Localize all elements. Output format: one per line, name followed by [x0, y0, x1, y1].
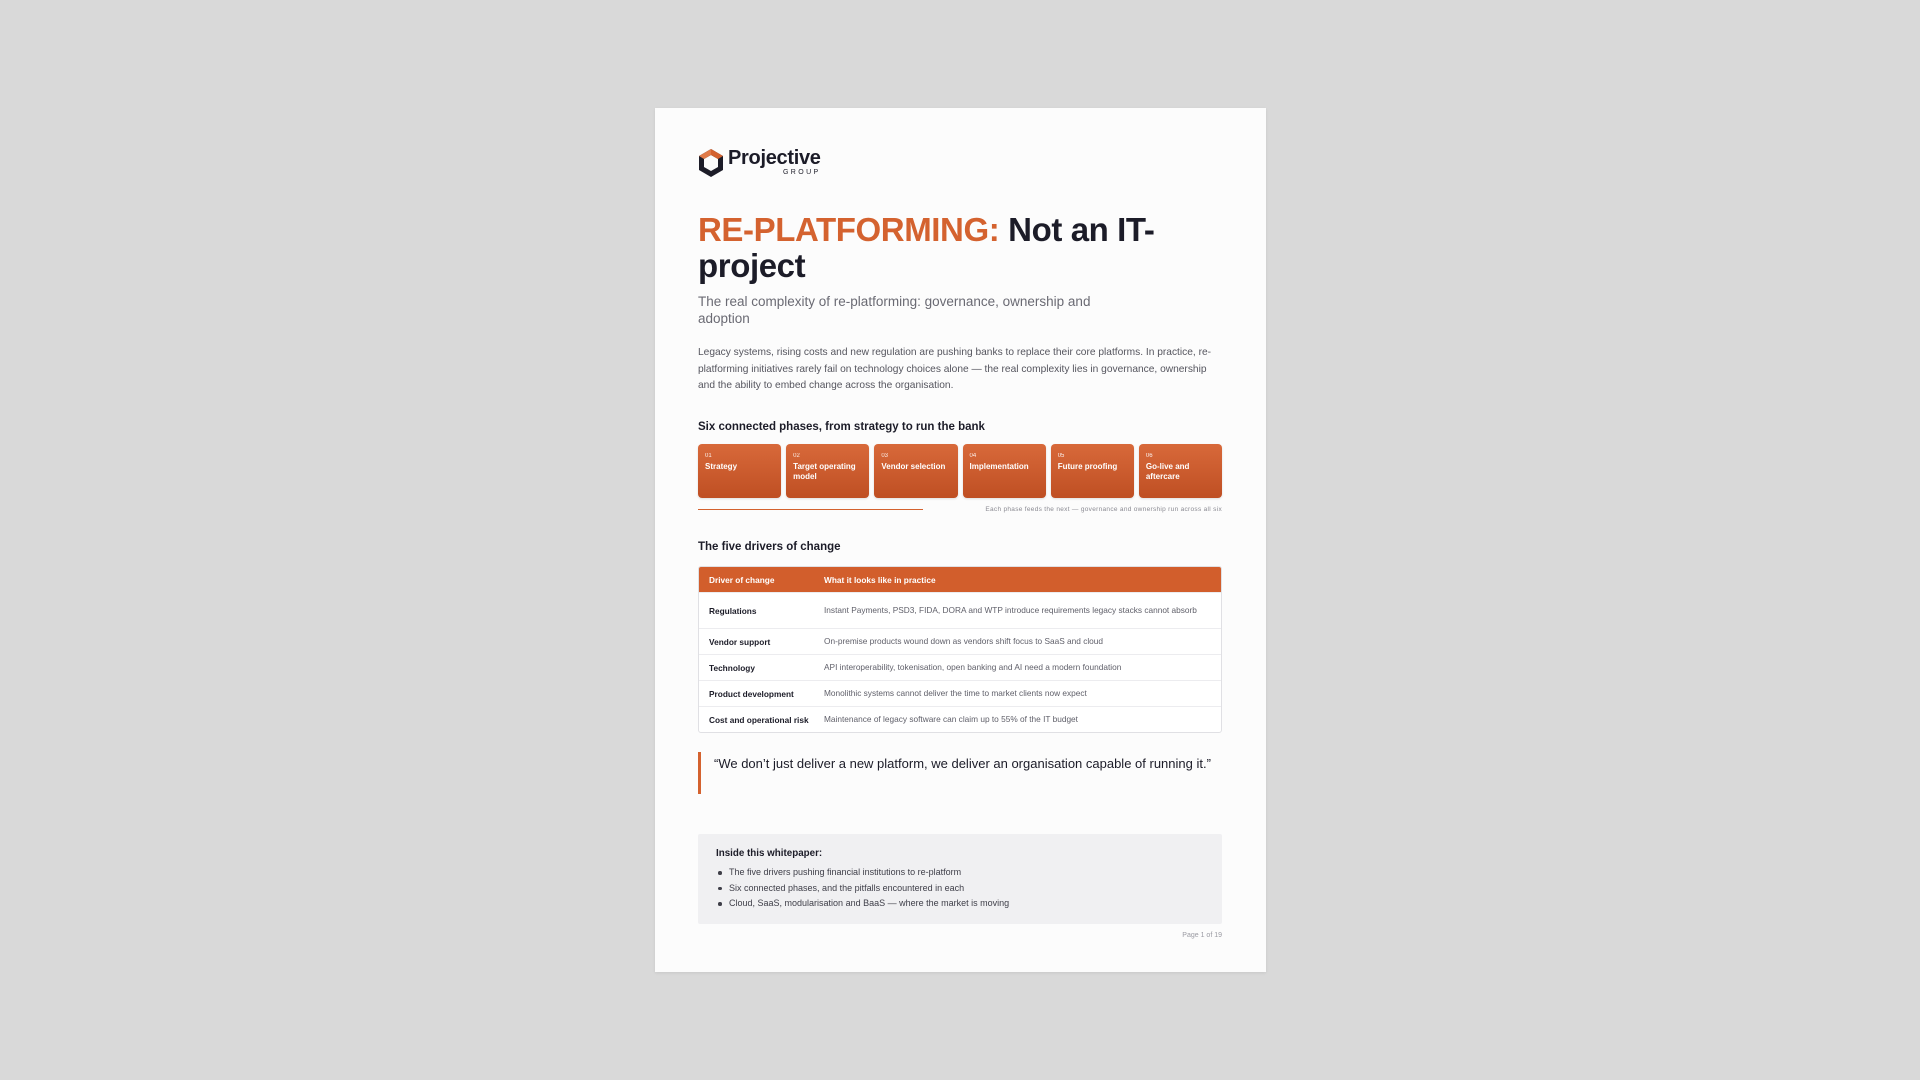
brand-logo	[698, 148, 821, 178]
phase-card	[786, 444, 869, 498]
phase-card	[1139, 444, 1222, 498]
phase-number: 03	[881, 453, 889, 459]
phase-number: 01	[705, 453, 712, 459]
phase-number: 02	[793, 453, 800, 459]
phase-label: Strategy	[705, 462, 738, 471]
page-title	[698, 212, 1158, 284]
inside-list	[716, 865, 1204, 912]
driver-cell: Technology	[709, 662, 755, 673]
practice-cell: Instant Payments, PSD3, FIDA, DORA and WTP introduce requirements legacy stacks cannot absorb	[824, 605, 1197, 615]
practice-cell: API interoperability, tokenisation, open banking and AI need a modern foundation	[824, 662, 1122, 672]
phase-label: Vendor selection	[881, 462, 946, 471]
phase-label: Target operating model	[793, 462, 856, 481]
driver-cell: Product development	[709, 688, 794, 699]
document-page	[655, 108, 1266, 972]
phase-label: Go-live and aftercare	[1145, 462, 1190, 481]
table-header	[699, 567, 1221, 592]
driver-cell: Vendor support	[709, 636, 771, 647]
phases-heading: Six connected phases, from strategy to run the bank	[698, 421, 985, 433]
phase-card	[874, 444, 957, 498]
drivers-table	[698, 566, 1222, 733]
phase-card	[963, 444, 1046, 498]
inside-title: Inside this whitepaper:	[716, 848, 823, 859]
brand-name: Projective	[728, 147, 821, 169]
phase-card	[1051, 444, 1134, 498]
driver-cell: Regulations	[709, 605, 757, 616]
table-row	[699, 706, 1221, 732]
drivers-heading: The five drivers of change	[698, 541, 841, 553]
list-item: Cloud, SaaS, modularisation and BaaS — where the market is moving	[716, 896, 1204, 912]
page-subtitle: The real complexity of re-platforming: governance, ownership and adoption	[698, 294, 1091, 326]
brand-group: GROUP	[782, 169, 821, 176]
driver-cell: Cost and operational risk	[709, 714, 809, 725]
table-row	[699, 680, 1221, 706]
practice-cell: Monolithic systems cannot deliver the time to market clients now expect	[824, 688, 1087, 698]
phase-card	[698, 444, 781, 498]
practice-cell: Maintenance of legacy software can claim up to 55% of the IT budget	[824, 714, 1078, 724]
page-number: Page 1 of 19	[1182, 932, 1222, 939]
phase-number: 05	[1057, 453, 1065, 459]
phase-divider-line	[698, 509, 923, 510]
phase-note: Each phase feeds the next — governance and ownership run across all six	[985, 506, 1222, 513]
intro-paragraph: Legacy systems, rising costs and new regulation are pushing banks to replace their core platforms. In practice, re-platforming initiatives rarely fail on technology choices alone — the real complexity lies in governance, ownership and the ability to embed change across the organisation.	[698, 347, 1212, 391]
phase-number: 06	[1145, 453, 1153, 459]
phases-row	[698, 444, 1222, 498]
table-row	[699, 654, 1221, 680]
title-rest: Not an IT-project	[698, 211, 1155, 284]
phase-label: Future proofing	[1057, 462, 1118, 471]
hexagon-logo-icon	[698, 148, 724, 178]
column-header: Driver of change	[709, 574, 775, 585]
list-item: Six connected phases, and the pitfalls encountered in each	[716, 881, 1204, 897]
pull-quote: “We don’t just deliver a new platform, we deliver an organisation capable of running it.”	[698, 752, 1222, 794]
table-row	[699, 592, 1221, 628]
table-row	[699, 628, 1221, 654]
list-item: The five drivers pushing financial institutions to re-platform	[716, 865, 1204, 881]
inside-box	[698, 834, 1222, 924]
phase-label: Implementation	[969, 462, 1029, 471]
phase-number: 04	[969, 453, 977, 459]
column-header: What it looks like in practice	[824, 574, 936, 585]
practice-cell: On-premise products wound down as vendors shift focus to SaaS and cloud	[824, 636, 1104, 646]
title-accent: RE-PLATFORMING:	[698, 211, 1000, 248]
